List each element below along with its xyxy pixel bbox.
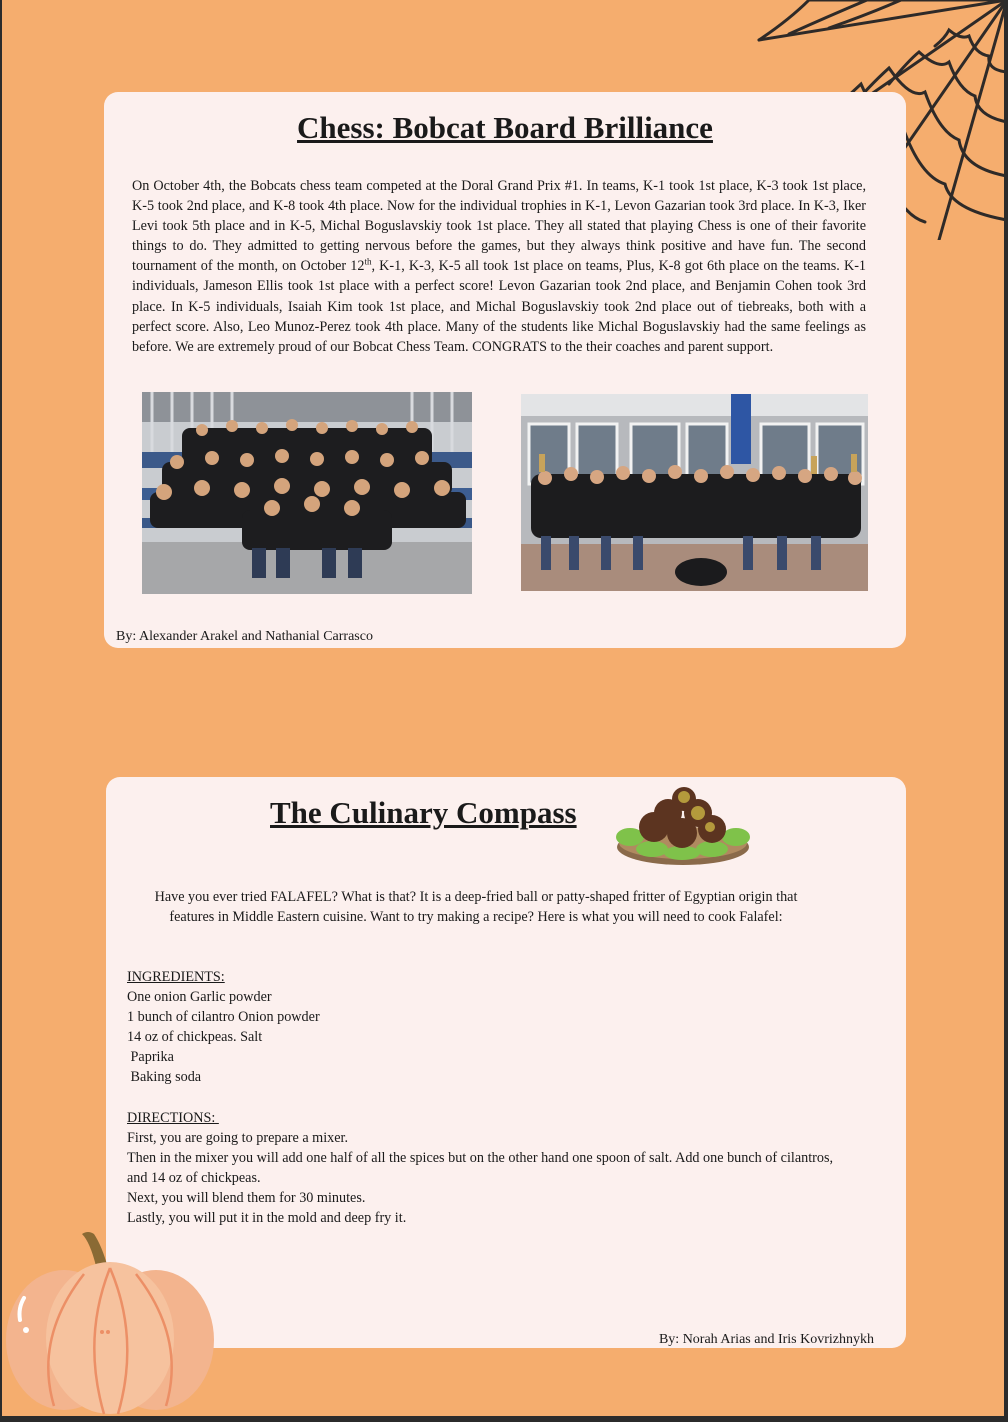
newsletter-page [2, 0, 1004, 1416]
falafel-plate-image [612, 785, 754, 871]
chess-body-part2: , K-1, K-3, K-5 all took 1st place on teams, Plus, K-8 got 6th place on the teams. K-1 individuals, Jameson Ellis took 1st place with a perfect score! Levon Gazarian took 2nd place, and Benjamin Cohen took 3rd place. In K-5 individuals, Isaiah Kim took 1st place, and Michal Boguslavskiy took 2nd place out of tiebreaks, both with a perfect score. Also, Leo Munoz-Perez took 4th place. Many of the students like Michal Boguslavskiy had the same feelings as before. We are extremely proud of our Bobcat Chess Team. CONGRATS to the their coaches and parent support. [132, 258, 867, 355]
culinary-intro-paragraph: Have you ever tried FALAFEL? What is that? It is a deep-fried ball or patty-shaped fritter of Egyptian origin that features in Middle Eastern cuisine. Want to try making a recipe? Here is what you will need to cook Falafel: [154, 889, 798, 926]
ingredient-item: Baking soda [127, 1069, 202, 1086]
chess-body-part1: On October 4th, the Bobcats chess team competed at the Doral Grand Prix #1. In teams, K-1 took 1st place, K-3 took 1st place, K-5 took 2nd place, and K-8 took 4th place. Now for the individual trophies in K-1, Levon Gazarian took 3rd place. In K-3, Iker Levi took 5th place and in K-5, Michal Boguslavskiy took 1st place. They all stated that playing Chess is one of their favorite things to do. They admitted to getting nervous before the games, but they always think positive and have fun. The second tournament of the month, on October 12 [132, 178, 866, 275]
culinary-article-card [106, 777, 906, 1348]
ingredients-section [127, 967, 320, 1088]
directions-section [127, 1108, 847, 1229]
direction-step: First, you are going to prepare a mixer. [127, 1130, 349, 1147]
chess-team-trophies-photo [521, 394, 868, 591]
chess-article-byline: By: Alexander Arakel and Nathanial Carrasco [116, 629, 373, 644]
culinary-article-byline: By: Norah Arias and Iris Kovrizhnykh [658, 1332, 874, 1347]
ingredients-heading: INGREDIENTS: [127, 969, 225, 985]
ingredient-item: 1 bunch of cilantro Onion powder [127, 1009, 320, 1026]
chess-article-title: Chess: Bobcat Board Brilliance [297, 110, 713, 145]
ingredient-item: One onion Garlic powder [127, 989, 272, 1006]
chess-article-body [132, 176, 866, 357]
ingredient-item: Paprika [127, 1049, 174, 1066]
pumpkin-decoration [4, 1228, 216, 1416]
culinary-article-title: The Culinary Compass [270, 795, 577, 830]
directions-heading: DIRECTIONS: [127, 1110, 219, 1126]
chess-body-superscript: th [364, 256, 372, 267]
direction-step: Then in the mixer you will add one half of all the spices but on the other hand one spoon of salt. Add one bunch of cilantros, and 14 oz of chickpeas. [127, 1150, 834, 1187]
chess-article-card [104, 92, 906, 648]
ingredient-item: 14 oz of chickpeas. Salt [127, 1029, 263, 1046]
direction-step: Lastly, you will put it in the mold and deep fry it. [127, 1210, 407, 1227]
direction-step: Next, you will blend them for 30 minutes. [127, 1190, 366, 1207]
chess-team-bleachers-photo [142, 392, 472, 594]
